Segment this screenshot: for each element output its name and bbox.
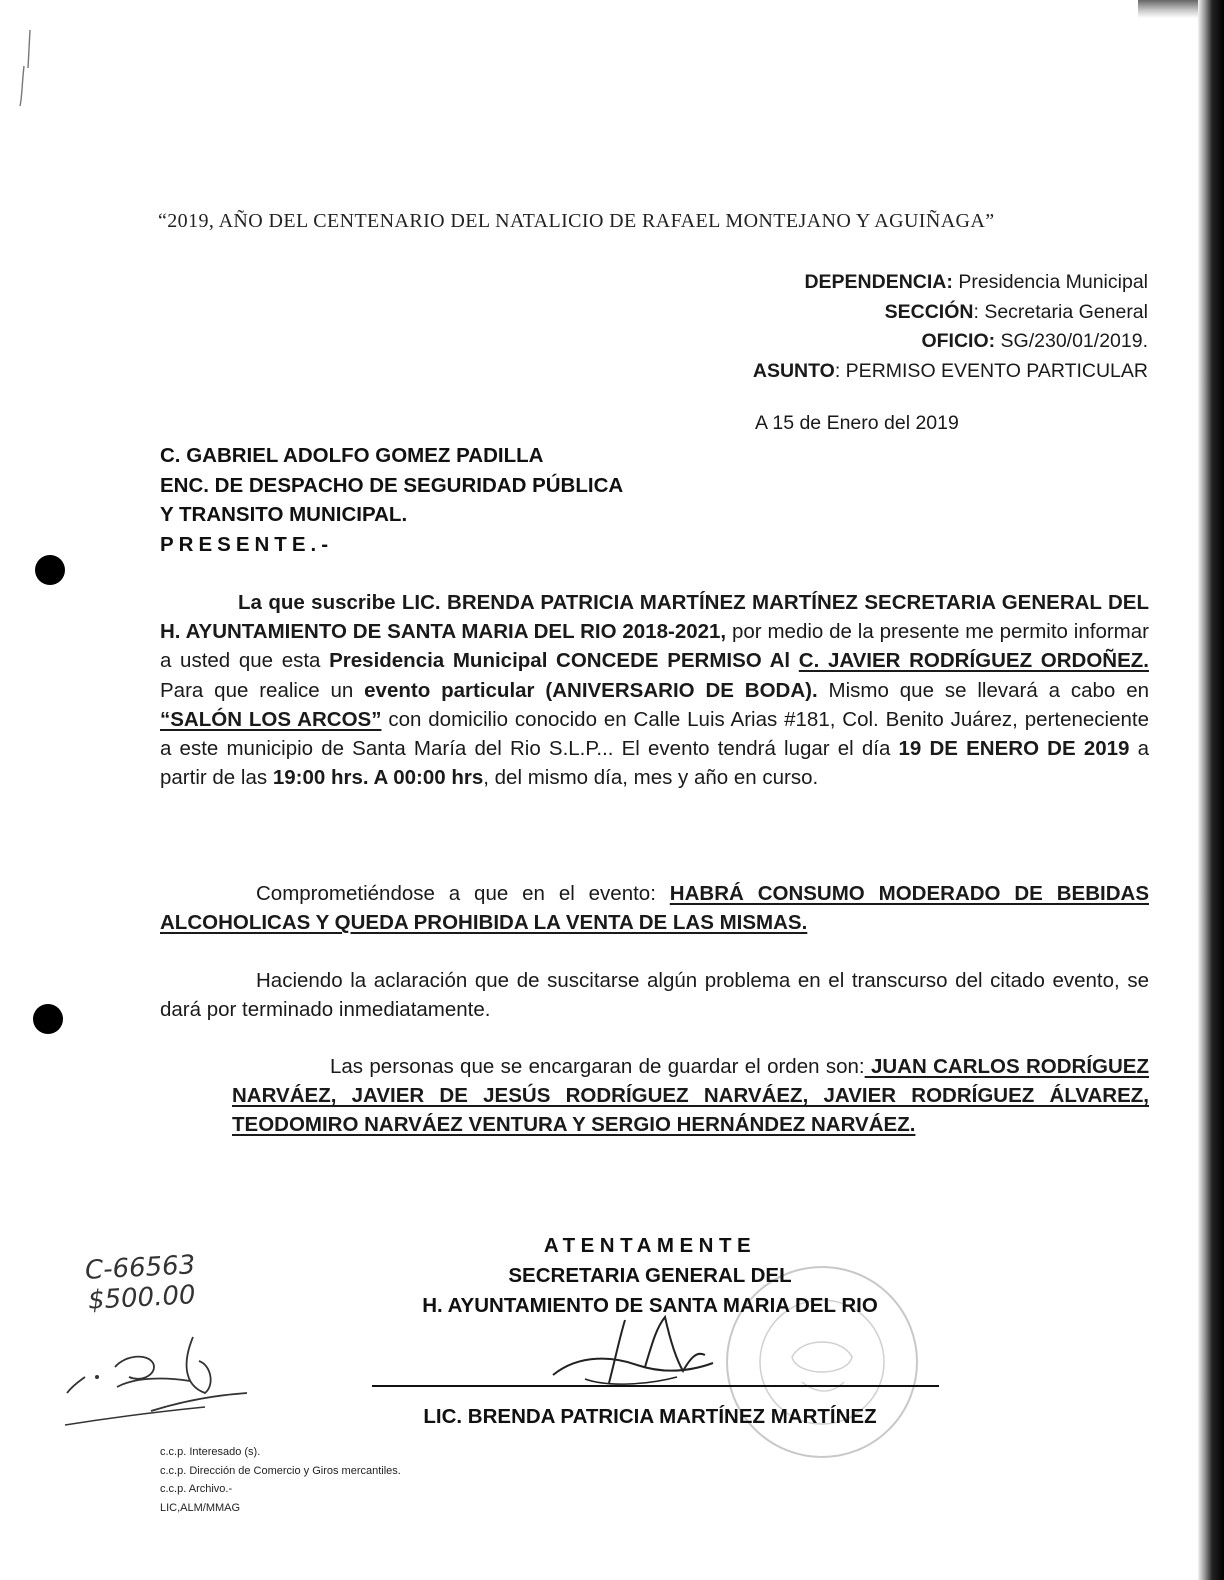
- body-paragraph-clarification: Haciendo la aclaración que de suscitarse algún problema en el transcurso del citado evento, se dará por terminado inmediatamente.: [160, 969, 1149, 1022]
- signer-office: SECRETARIA GENERAL DEL: [508, 1264, 792, 1287]
- carbon-copy-list: [160, 1443, 401, 1517]
- text-run: a partir de las: [160, 737, 1149, 790]
- closing-atentamente: ATENTAMENTE: [543, 1234, 757, 1257]
- oficio-value: SG/230/01/2019.: [1000, 330, 1148, 352]
- text-run: La que suscribe LIC. BRENDA PATRICIA MARTÍNEZ MARTÍNEZ SECRETARIA GENERAL DEL H. AYUNTAMIENTO DE SANTA MARIA DEL RIO 2018-2021,: [160, 591, 1149, 644]
- header-asunto: [548, 357, 1148, 387]
- text-run: con domicilio conocido en Calle Luis Arias #181, Col. Benito Juárez, perteneciente a este municipio de Santa María del Rio S.L.P... El evento tendrá lugar el día: [160, 707, 1150, 761]
- scan-shadow-edge: [1198, 0, 1224, 1580]
- dependencia-label: DEPENDENCIA:: [804, 271, 953, 293]
- asunto-value: : PERMISO EVENTO PARTICULAR: [834, 359, 1148, 382]
- oficio-label: OFICIO:: [921, 330, 996, 352]
- text-run: , del mismo día, mes y año en curso.: [483, 766, 819, 790]
- dependencia-value: Presidencia Municipal: [958, 271, 1148, 293]
- header-dependencia: [548, 268, 1148, 298]
- scan-shadow-corner: [1138, 0, 1198, 18]
- header-oficio: [548, 327, 1148, 357]
- addressee-block: [160, 441, 623, 559]
- handwritten-signature: [545, 1305, 720, 1390]
- seccion-value: : Secretaria General: [973, 300, 1148, 323]
- addressee-name: C. GABRIEL ADOLFO GOMEZ PADILLA: [160, 444, 544, 467]
- venue-name: “SALÓN LOS ARCOS”: [160, 707, 382, 731]
- handwritten-receipt-number: C-66563: [84, 1250, 196, 1286]
- document-header: [548, 268, 1148, 386]
- punch-hole: [33, 1004, 63, 1034]
- year-motto: “2019, AÑO DEL CENTENARIO DEL NATALICIO DE RAFAEL MONTEJANO Y AGUIÑAGA”: [158, 210, 995, 232]
- text-run: por medio de la presente me permito informar a usted que esta: [160, 620, 1149, 673]
- header-seccion: [548, 298, 1148, 328]
- body-paragraph-alcohol: [160, 879, 1149, 937]
- document-date: A 15 de Enero del 2019: [755, 412, 959, 434]
- ccp-line: c.c.p. Dirección de Comercio y Giros mercantiles.: [160, 1464, 401, 1477]
- addressee-position-cont: Y TRANSITO MUNICIPAL.: [160, 503, 408, 526]
- signer-name: LIC. BRENDA PATRICIA MARTÍNEZ MARTÍNEZ: [423, 1405, 877, 1428]
- ccp-line: c.c.p. Interesado (s).: [160, 1446, 261, 1458]
- pen-stroke-mark: [14, 28, 44, 108]
- signature-line: [372, 1385, 939, 1387]
- event-date: 19 DE ENERO DE 2019: [898, 737, 1130, 761]
- presente-label: PRESENTE.-: [160, 532, 334, 556]
- text-run: Presidencia Municipal CONCEDE PERMISO Al: [329, 649, 799, 673]
- text-run: Comprometiéndose a que en el evento:: [256, 882, 670, 905]
- reference-initials: LIC,ALM/MMAG: [160, 1501, 241, 1514]
- text-run: Para que realice un: [160, 678, 365, 702]
- handwritten-amount: $500.00: [87, 1280, 197, 1316]
- handwritten-initials: [55, 1325, 255, 1435]
- security-personnel: JUAN CARLOS RODRÍGUEZ NARVÁEZ, JAVIER DE JESÚS RODRÍGUEZ NARVÁEZ, JAVIER RODRÍGUEZ ÁLVAREZ, TEODOMIRO NARVÁEZ VENTURA Y SERGIO HERNÁNDEZ NARVÁEZ.: [232, 1055, 1149, 1137]
- signer-institution: H. AYUNTAMIENTO DE SANTA MARIA DEL RIO: [422, 1294, 878, 1317]
- permit-holder-name: C. JAVIER RODRÍGUEZ ORDOÑEZ.: [798, 649, 1149, 673]
- asunto-label: ASUNTO: [752, 359, 835, 382]
- seccion-label: SECCIÓN: [884, 300, 974, 323]
- text-run: Las personas que se encargaran de guardar el orden son:: [330, 1055, 865, 1078]
- ccp-line: c.c.p. Archivo.-: [160, 1483, 233, 1495]
- body-paragraph-security: [232, 1052, 1149, 1140]
- punch-hole: [35, 555, 65, 585]
- addressee-position: ENC. DE DESPACHO DE SEGURIDAD PÚBLICA: [160, 473, 624, 497]
- body-paragraph-permit: [160, 588, 1149, 792]
- event-hours: 19:00 hrs. A 00:00 hrs: [272, 766, 484, 790]
- event-type: evento particular (ANIVERSARIO DE BODA).: [364, 678, 818, 702]
- alcohol-condition: HABRÁ CONSUMO MODERADO DE BEBIDAS ALCOHOLICAS Y QUEDA PROHIBIDA LA VENTA DE LAS MISMAS.: [160, 882, 1149, 935]
- text-run: Mismo que se llevará a cabo en: [817, 678, 1149, 702]
